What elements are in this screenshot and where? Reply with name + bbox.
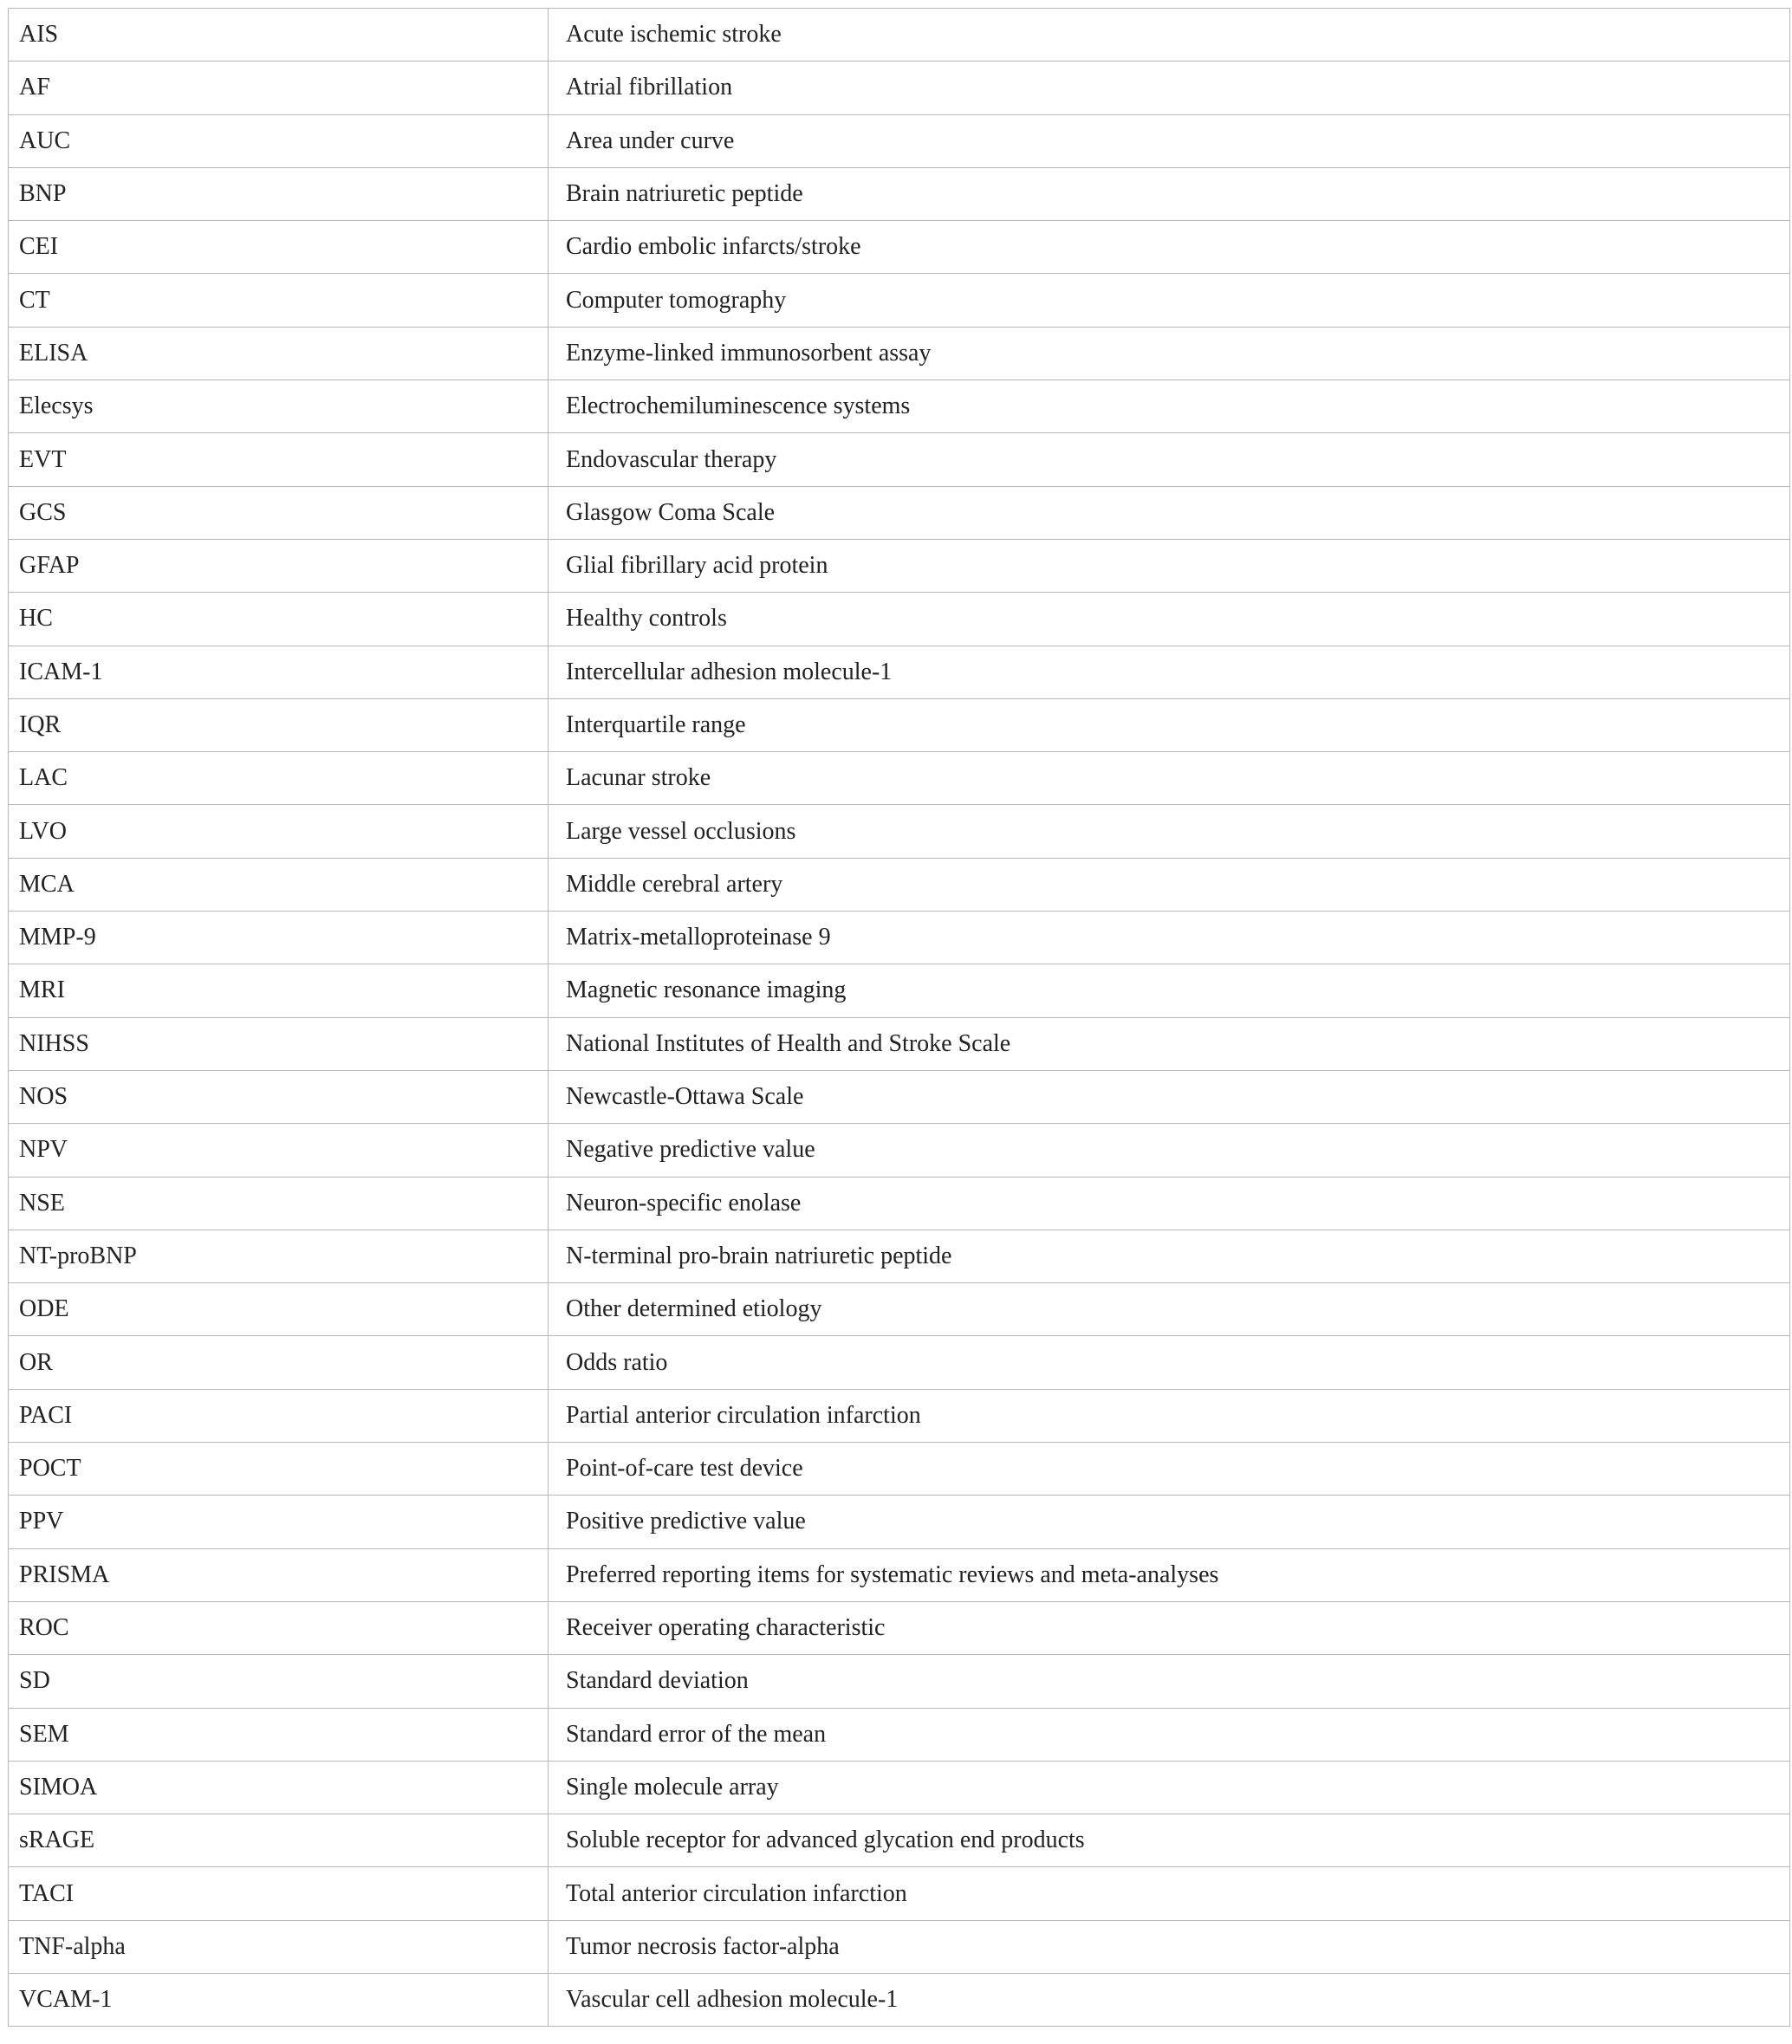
- table-row: [9, 1389, 1790, 1442]
- table-row: [9, 1496, 1790, 1548]
- abbreviation-cell: NSE: [9, 1177, 549, 1230]
- table-row: [9, 698, 1790, 751]
- table-row: [9, 1124, 1790, 1177]
- table-row: [9, 1708, 1790, 1761]
- abbreviation-cell: sRAGE: [9, 1814, 549, 1867]
- abbreviation-cell: SEM: [9, 1708, 549, 1761]
- abbreviation-cell: IQR: [9, 698, 549, 751]
- definition-cell: Computer tomography: [549, 274, 1790, 327]
- abbreviation-cell: LAC: [9, 752, 549, 805]
- definition-cell: Acute ischemic stroke: [549, 9, 1790, 62]
- abbreviations-table-body: [9, 9, 1790, 2027]
- definition-cell: Standard error of the mean: [549, 1708, 1790, 1761]
- definition-cell: Electrochemiluminescence systems: [549, 380, 1790, 433]
- definition-cell: Neuron-specific enolase: [549, 1177, 1790, 1230]
- table-row: [9, 380, 1790, 433]
- table-row: [9, 593, 1790, 646]
- abbreviation-cell: NIHSS: [9, 1017, 549, 1070]
- definition-cell: Single molecule array: [549, 1761, 1790, 1814]
- definition-cell: Glasgow Coma Scale: [549, 486, 1790, 539]
- table-row: [9, 433, 1790, 486]
- table-row: [9, 1177, 1790, 1230]
- definition-cell: Soluble receptor for advanced glycation end products: [549, 1814, 1790, 1867]
- definition-cell: Standard deviation: [549, 1655, 1790, 1708]
- table-row: [9, 9, 1790, 62]
- table-row: [9, 62, 1790, 114]
- definition-cell: Endovascular therapy: [549, 433, 1790, 486]
- table-row: [9, 805, 1790, 858]
- table-row: [9, 1230, 1790, 1282]
- abbreviation-cell: AF: [9, 62, 549, 114]
- abbreviation-cell: NOS: [9, 1070, 549, 1123]
- abbreviation-cell: GCS: [9, 486, 549, 539]
- abbreviation-cell: POCT: [9, 1443, 549, 1496]
- definition-cell: Healthy controls: [549, 593, 1790, 646]
- abbreviation-cell: ICAM-1: [9, 646, 549, 698]
- abbreviations-table: [8, 8, 1790, 2027]
- abbreviation-cell: PPV: [9, 1496, 549, 1548]
- table-row: [9, 752, 1790, 805]
- abbreviation-cell: MMP-9: [9, 912, 549, 964]
- table-row: [9, 539, 1790, 592]
- abbreviation-cell: AUC: [9, 114, 549, 167]
- table-row: [9, 274, 1790, 327]
- table-row: [9, 858, 1790, 911]
- definition-cell: Other determined etiology: [549, 1283, 1790, 1336]
- abbreviation-cell: AIS: [9, 9, 549, 62]
- abbreviation-cell: SIMOA: [9, 1761, 549, 1814]
- definition-cell: Glial fibrillary acid protein: [549, 539, 1790, 592]
- definition-cell: Negative predictive value: [549, 1124, 1790, 1177]
- definition-cell: Point-of-care test device: [549, 1443, 1790, 1496]
- table-row: [9, 1443, 1790, 1496]
- abbreviation-cell: PRISMA: [9, 1548, 549, 1601]
- table-row: [9, 1548, 1790, 1601]
- definition-cell: Intercellular adhesion molecule-1: [549, 646, 1790, 698]
- table-row: [9, 1814, 1790, 1867]
- table-row: [9, 1336, 1790, 1389]
- table-row: [9, 1017, 1790, 1070]
- definition-cell: Total anterior circulation infarction: [549, 1867, 1790, 1920]
- abbreviation-cell: CEI: [9, 221, 549, 274]
- definition-cell: Brain natriuretic peptide: [549, 167, 1790, 220]
- definition-cell: Odds ratio: [549, 1336, 1790, 1389]
- abbreviation-cell: LVO: [9, 805, 549, 858]
- abbreviation-cell: BNP: [9, 167, 549, 220]
- definition-cell: Newcastle-Ottawa Scale: [549, 1070, 1790, 1123]
- definition-cell: Matrix-metalloproteinase 9: [549, 912, 1790, 964]
- definition-cell: Magnetic resonance imaging: [549, 964, 1790, 1017]
- abbreviation-cell: HC: [9, 593, 549, 646]
- table-row: [9, 1283, 1790, 1336]
- table-row: [9, 114, 1790, 167]
- definition-cell: Cardio embolic infarcts/stroke: [549, 221, 1790, 274]
- definition-cell: Middle cerebral artery: [549, 858, 1790, 911]
- table-row: [9, 221, 1790, 274]
- definition-cell: Preferred reporting items for systematic reviews and meta-analyses: [549, 1548, 1790, 1601]
- abbreviation-cell: ODE: [9, 1283, 549, 1336]
- abbreviation-cell: NPV: [9, 1124, 549, 1177]
- abbreviation-cell: SD: [9, 1655, 549, 1708]
- abbreviation-cell: EVT: [9, 433, 549, 486]
- table-row: [9, 1655, 1790, 1708]
- abbreviation-cell: ROC: [9, 1601, 549, 1654]
- definition-cell: Vascular cell adhesion molecule-1: [549, 1973, 1790, 2026]
- table-row: [9, 1920, 1790, 1973]
- definition-cell: Partial anterior circulation infarction: [549, 1389, 1790, 1442]
- definition-cell: Large vessel occlusions: [549, 805, 1790, 858]
- abbreviation-cell: CT: [9, 274, 549, 327]
- abbreviation-cell: MCA: [9, 858, 549, 911]
- table-row: [9, 486, 1790, 539]
- definition-cell: Area under curve: [549, 114, 1790, 167]
- definition-cell: Receiver operating characteristic: [549, 1601, 1790, 1654]
- abbreviation-cell: TACI: [9, 1867, 549, 1920]
- definition-cell: Atrial fibrillation: [549, 62, 1790, 114]
- abbreviation-cell: TNF-alpha: [9, 1920, 549, 1973]
- abbreviation-cell: Elecsys: [9, 380, 549, 433]
- abbreviation-cell: GFAP: [9, 539, 549, 592]
- definition-cell: Enzyme-linked immunosorbent assay: [549, 327, 1790, 380]
- table-row: [9, 964, 1790, 1017]
- table-row: [9, 1867, 1790, 1920]
- table-row: [9, 167, 1790, 220]
- definition-cell: Positive predictive value: [549, 1496, 1790, 1548]
- definition-cell: N-terminal pro-brain natriuretic peptide: [549, 1230, 1790, 1282]
- abbreviation-cell: OR: [9, 1336, 549, 1389]
- abbreviation-cell: NT-proBNP: [9, 1230, 549, 1282]
- table-row: [9, 1601, 1790, 1654]
- definition-cell: Lacunar stroke: [549, 752, 1790, 805]
- definition-cell: Tumor necrosis factor-alpha: [549, 1920, 1790, 1973]
- table-row: [9, 327, 1790, 380]
- abbreviation-cell: VCAM-1: [9, 1973, 549, 2026]
- table-row: [9, 646, 1790, 698]
- abbreviation-cell: PACI: [9, 1389, 549, 1442]
- abbreviation-cell: ELISA: [9, 327, 549, 380]
- definition-cell: Interquartile range: [549, 698, 1790, 751]
- definition-cell: National Institutes of Health and Stroke Scale: [549, 1017, 1790, 1070]
- abbreviation-cell: MRI: [9, 964, 549, 1017]
- table-row: [9, 1973, 1790, 2026]
- table-row: [9, 1761, 1790, 1814]
- table-row: [9, 912, 1790, 964]
- table-row: [9, 1070, 1790, 1123]
